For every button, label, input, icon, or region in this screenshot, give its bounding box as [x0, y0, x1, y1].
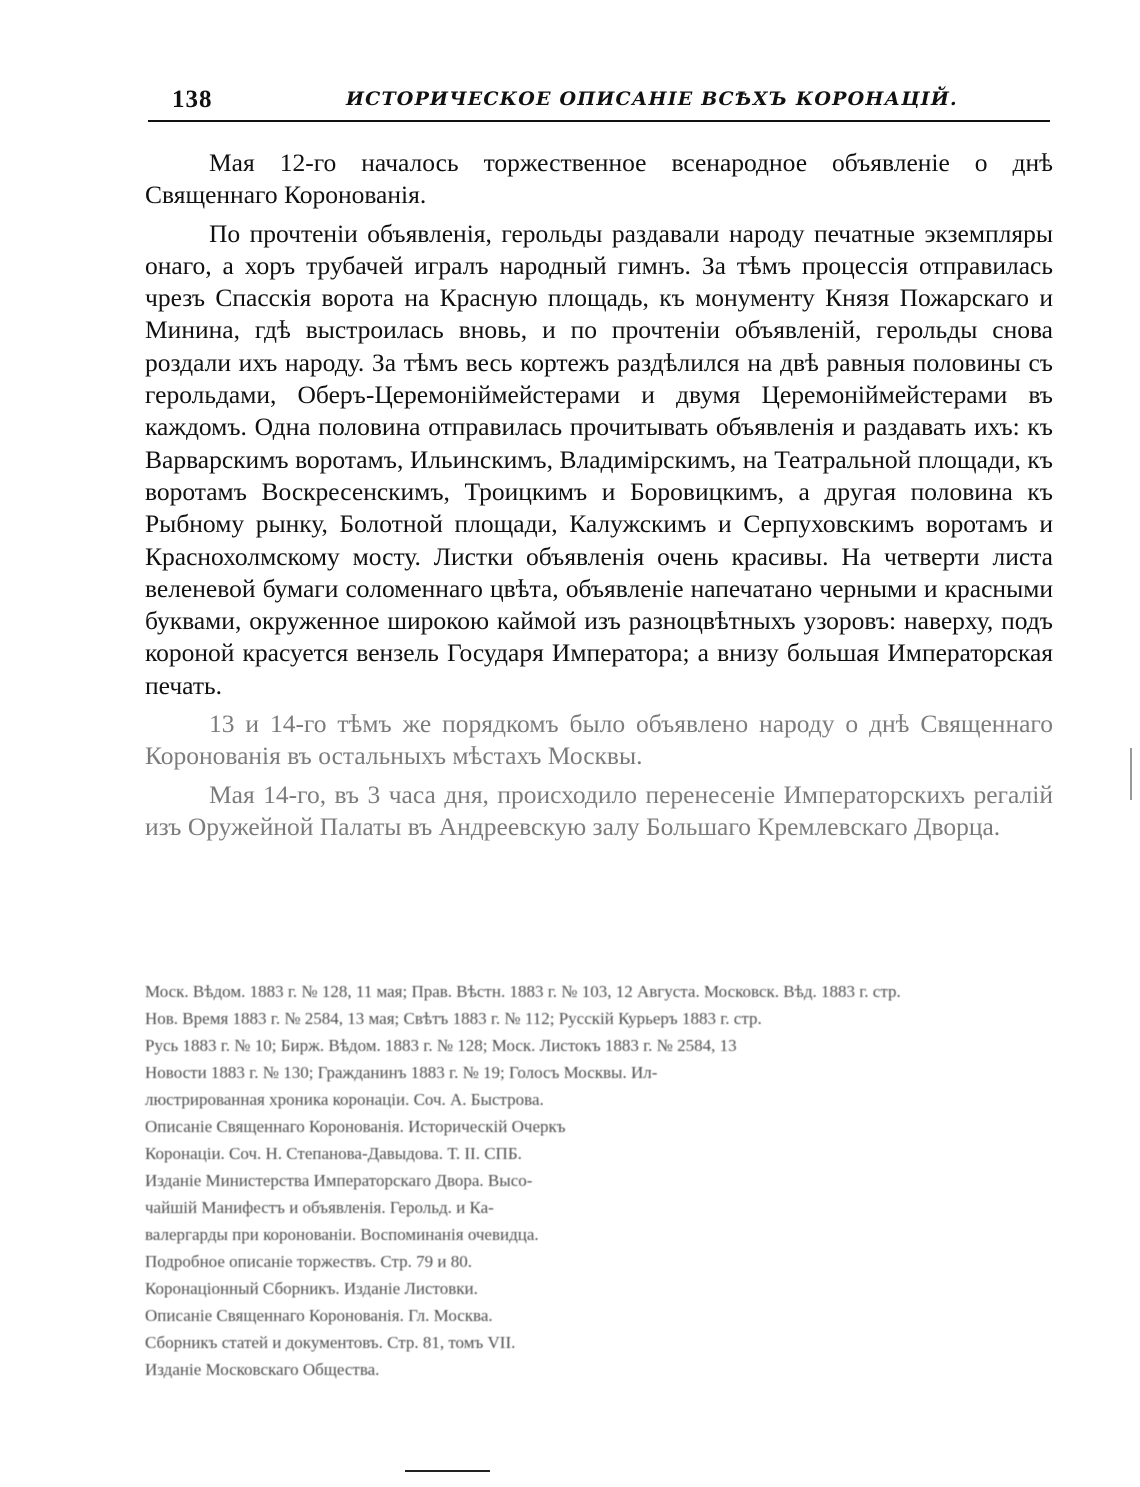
paragraph: Мая 12-го началось торжественное всенародное объявленіе о днѣ Священнаго Коронованія.: [145, 148, 1053, 210]
footnote-line: Новости 1883 г. № 130; Гражданинъ 1883 г. № 19; Голосъ Москвы. Ил-: [145, 1063, 658, 1082]
footnote-line: Коронаціонный Сборникъ. Изданіе Листовки.: [145, 1279, 478, 1298]
page-number: 138: [172, 86, 213, 113]
paragraph: Мая 14-го, въ 3 часа дня, происходило перенесеніе Императорскихъ регалій изъ Оружейной Палаты въ Андреевскую залу Большаго Кремлевскаго Дворца.: [145, 779, 1053, 841]
footnote-line: Изданіе Московскаго Общества.: [145, 1360, 380, 1379]
footnote-line: валергарды при коронованіи. Воспоминанія очевидца.: [145, 1225, 539, 1244]
main-text: [145, 147, 1053, 849]
footnotes: [145, 978, 1053, 1383]
footnote-line: Изданіе Министерства Императорскаго Двора. Высо-: [145, 1171, 533, 1190]
page-header: [148, 86, 1050, 122]
footnote-line: Описаніе Священнаго Коронованія. Историческій Очеркъ: [145, 1117, 566, 1136]
footnote-line: Подробное описаніе торжествъ. Стр. 79 и 80.: [145, 1252, 472, 1271]
footnote-line: Сборникъ статей и документовъ. Стр. 81, томъ VII.: [145, 1333, 516, 1352]
footnote-line: Русь 1883 г. № 10; Бирж. Вѣдом. 1883 г. № 128; Моск. Листокъ 1883 г. № 2584, 13: [145, 1036, 737, 1055]
paragraph: 13 и 14-го тѣмъ же порядкомъ было объявлено народу о днѣ Священнаго Коронованія въ остальныхъ мѣстахъ Москвы.: [145, 709, 1053, 771]
running-title: ИСТОРИЧЕСКОЕ ОПИСАНІЕ ВСѢХЪ КОРОНАЦІЙ.: [346, 88, 958, 110]
paragraph: По прочтеніи объявленія, герольды раздавали народу печатные экземпляры онаго, а хоръ трубачей игралъ народный гимнъ. За тѣмъ процессія отправилась чрезъ Спасскія ворота на Красную площадь, къ монументу Князя Пожарскаго и Минина, гдѣ выстроилась вновь, и по прочтеніи объявленій, герольды снова роздали ихъ народу. За тѣмъ весь кортежъ раздѣлился на двѣ равныя половины съ герольдами, Оберъ-Церемоніймейстерами и двумя Церемоніймейстерами въ каждомъ. Одна половина отправилась прочитывать объявленія и раздавать ихъ: къ Варварскимъ воротамъ, Ильинскимъ, Владимірскимъ, на Театральной площади, къ воротамъ Воскресенскимъ, Троицкимъ и Боровицкимъ, а другая половина къ Рыбному рынку, Болотной площади, Калужскимъ и Серпуховскимъ воротамъ и Краснохолмскому мосту. Листки объявленія очень красивы. На четверти листа веленевой бумаги соломеннаго цвѣта, объявленіе напечатано черными и красными буквами, окруженное широкою каймой изъ разноцвѣтныхъ узоровъ: наверху, подъ короной красуется вензель Государя Императора; а внизу большая Императорская печать.: [145, 218, 1053, 700]
margin-mark: [1130, 748, 1132, 800]
footnote-line: Коронаціи. Соч. Н. Степанова-Давыдова. Т. II. СПБ.: [145, 1144, 522, 1163]
footnote-line: люстрированная хроника коронаціи. Соч. А. Быстрова.: [145, 1090, 544, 1109]
footnote-line: Описаніе Священнаго Коронованія. Гл. Москва.: [145, 1306, 493, 1325]
footer-rule: [405, 1470, 490, 1472]
footnote-line: Нов. Время 1883 г. № 2584, 13 мая; Свѣтъ 1883 г. № 112; Русскій Курьеръ 1883 г. стр.: [145, 1009, 762, 1028]
footnote-line: Моск. Вѣдом. 1883 г. № 128, 11 мая; Прав. Вѣстн. 1883 г. № 103, 12 Августа. Московск. Вѣд. 1883 г. стр.: [145, 982, 901, 1001]
footnote-line: чайшій Манифестъ и объявленія. Герольд. и Ка-: [145, 1198, 494, 1217]
